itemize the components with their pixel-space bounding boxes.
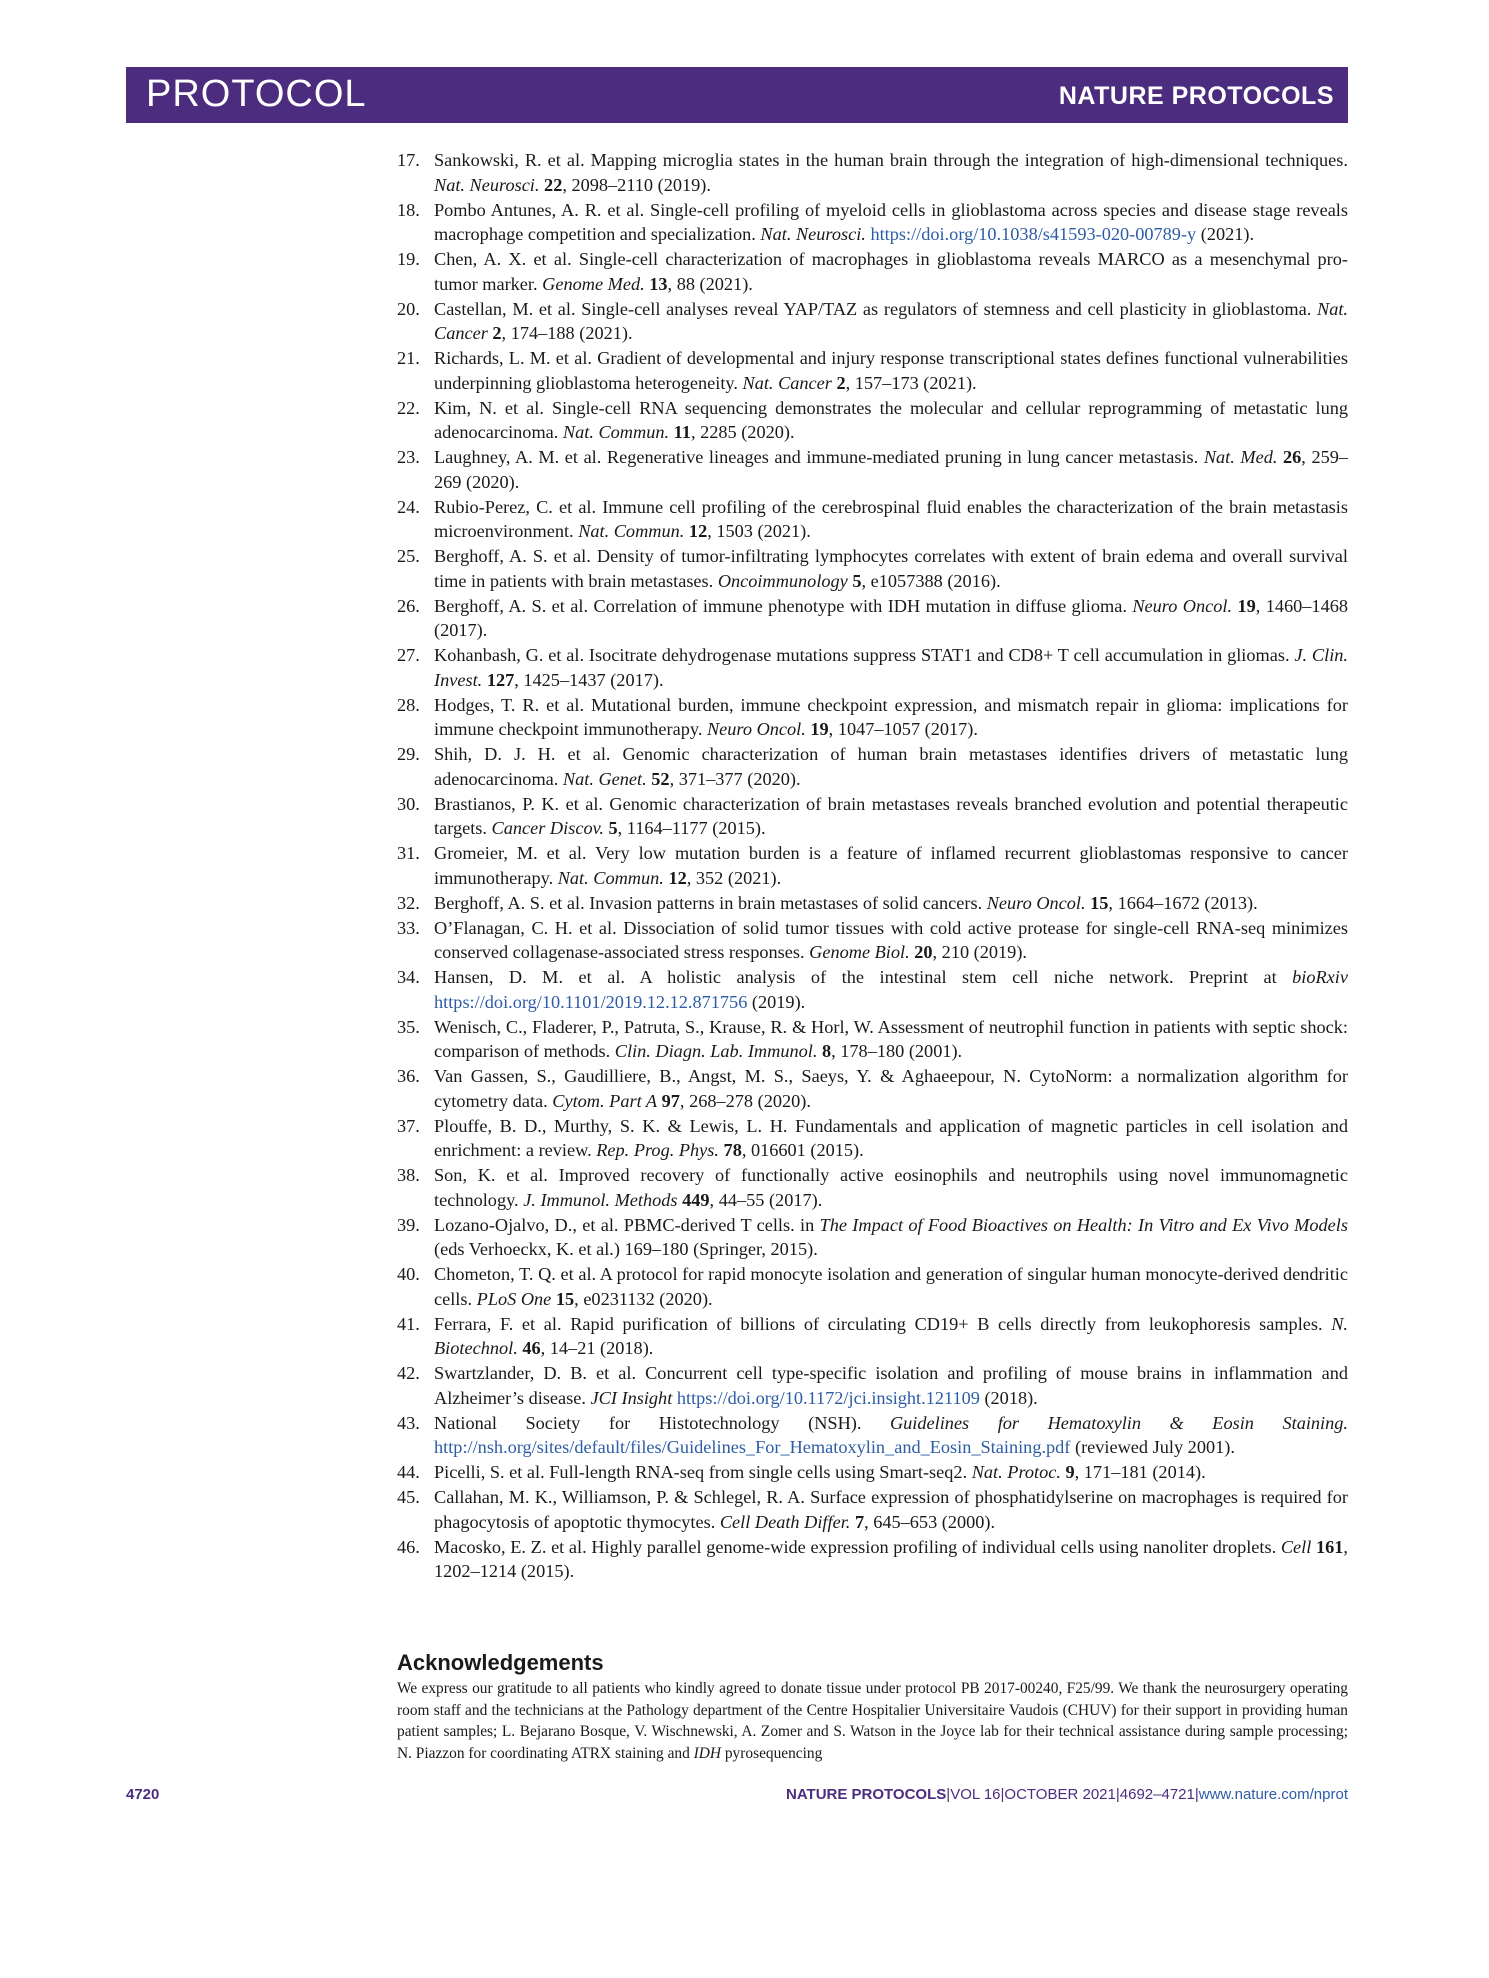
reference-text: , 352 (2021). bbox=[686, 867, 782, 888]
reference-item bbox=[397, 346, 1348, 395]
acknowledgements-text bbox=[397, 1678, 1348, 1764]
reference-link[interactable]: https://doi.org/10.1038/s41593-020-00789-y bbox=[870, 224, 1197, 244]
reference-item bbox=[397, 1535, 1348, 1584]
reference-journal: Nat. Commun. bbox=[578, 521, 685, 541]
reference-text: Richards, L. M. et al. Gradient of developmental and injury response transcriptional states defines functional vulnerabilities underpinning glioblastoma heterogeneity. bbox=[434, 348, 1348, 393]
ack-text-part: pyrosequencing bbox=[721, 1744, 823, 1762]
reference-text: Kim, N. et al. Single-cell RNA sequencing demonstrates the molecular and cellular reprogramming of metastatic lung adenocarcinoma. bbox=[434, 397, 1348, 442]
reference-journal: Genome Biol. bbox=[809, 942, 910, 962]
reference-journal: Cell Death Differ. bbox=[719, 1511, 851, 1532]
reference-text: , 174–188 (2021). bbox=[501, 323, 633, 343]
reference-text: Berghoff, A. S. et al. Invasion patterns in brain metastases of solid cancers. bbox=[434, 892, 987, 913]
reference-journal: Neuro Oncol. bbox=[706, 719, 806, 739]
reference-journal: N. Biotechnol. bbox=[434, 1313, 1348, 1358]
reference-text: Wenisch, C., Fladerer, P., Patruta, S., Krause, R. & Horl, W. Assessment of neutrophil function in patients with septic shock: comparison of methods. bbox=[434, 1016, 1348, 1061]
reference-number: 45. bbox=[397, 1487, 420, 1507]
reference-journal: J. Clin. Invest. bbox=[434, 645, 1348, 690]
reference-text: , 1460–1468 (2017). bbox=[434, 595, 1348, 640]
reference-link[interactable]: http://nsh.org/sites/default/files/Guidelines_For_Hematoxylin_and_Eosin_Staining.pdf bbox=[434, 1437, 1071, 1457]
reference-number: 28. bbox=[397, 694, 420, 715]
page-number: 4720 bbox=[126, 1786, 160, 1803]
reference-volume: 13 bbox=[649, 273, 668, 294]
ack-text-part: We express our gratitude to all patients who kindly agreed to donate tissue under protocol PB 2017-00240, F25/99. We thank the neurosurgery operating room staff and the technicians at the Pathology department of the Centre Hospitalier Universitaire Vaudois (CHUV) for their support in providing human patient samples; L. Bejarano Bosque, V. Wischnewski, A. Zomer and S. Watson in the Joyce lab for their technical assistance during sample processing; N. Piazzon for coordinating ATRX staining and bbox=[397, 1680, 1348, 1762]
reference-volume: 52 bbox=[651, 768, 670, 789]
reference-list bbox=[397, 148, 1348, 1584]
reference-item bbox=[397, 1213, 1348, 1262]
reference-journal: Nat. Neurosci. bbox=[434, 174, 540, 195]
reference-text: Hansen, D. M. et al. A holistic analysis of the intestinal stem cell niche network. Preprint at bbox=[434, 967, 1293, 987]
reference-journal: Cell bbox=[1280, 1536, 1312, 1557]
ack-text-italic: IDH bbox=[693, 1744, 722, 1762]
reference-text: , e0231132 (2020). bbox=[574, 1288, 713, 1309]
reference-volume: 15 bbox=[1090, 892, 1109, 913]
reference-volume: 9 bbox=[1065, 1462, 1075, 1482]
reference-text: Macosko, E. Z. et al. Highly parallel genome-wide expression profiling of individual cells using nanoliter droplets. bbox=[434, 1536, 1281, 1557]
journal-name: NATURE PROTOCOLS bbox=[1058, 82, 1334, 110]
reference-number: 31. bbox=[397, 843, 420, 863]
footer-pages: 4692–4721 bbox=[1119, 1786, 1195, 1803]
reference-text: Kohanbash, G. et al. Isocitrate dehydrogenase mutations suppress STAT1 and CD8+ T cell accumulation in gliomas. bbox=[434, 645, 1295, 665]
reference-volume: 449 bbox=[682, 1189, 710, 1210]
reference-item bbox=[397, 1163, 1348, 1212]
reference-item bbox=[397, 693, 1348, 742]
reference-volume: 127 bbox=[486, 669, 515, 690]
reference-number: 21. bbox=[397, 348, 420, 368]
reference-text: Lozano-Ojalvo, D., et al. PBMC-derived T cells. in bbox=[434, 1214, 820, 1235]
reference-item bbox=[397, 965, 1348, 1014]
reference-text: Castellan, M. et al. Single-cell analyses reveal YAP/TAZ as regulators of stemness and cell plasticity in glioblastoma. bbox=[434, 298, 1318, 319]
reference-text: (eds Verhoeckx, K. et al.) 169–180 (Springer, 2015). bbox=[434, 1239, 818, 1259]
reference-number: 24. bbox=[397, 496, 420, 517]
reference-text: (2021). bbox=[1196, 224, 1255, 244]
reference-text: Swartzlander, D. B. et al. Concurrent cell type-specific isolation and profiling of mouse brains in inflammation and Alzheimer’s disease. bbox=[434, 1363, 1348, 1408]
reference-text: Laughney, A. M. et al. Regenerative lineages and immune-mediated pruning in lung cancer metastasis. bbox=[434, 447, 1204, 467]
reference-item bbox=[397, 198, 1348, 247]
reference-number: 46. bbox=[397, 1536, 420, 1557]
reference-text: , 1664–1672 (2013). bbox=[1108, 892, 1258, 913]
reference-journal: Cancer Discov. bbox=[491, 818, 604, 838]
reference-text: , 210 (2019). bbox=[932, 942, 1027, 962]
reference-number: 44. bbox=[397, 1462, 420, 1482]
reference-journal: Nat. Genet. bbox=[562, 768, 647, 789]
reference-item bbox=[397, 396, 1348, 445]
reference-text: Chen, A. X. et al. Single-cell characterization of macrophages in glioblastoma reveals MARCO as a mesenchymal pro-tumor marker. bbox=[434, 249, 1348, 294]
footer-date: OCTOBER 2021 bbox=[1004, 1786, 1116, 1803]
reference-number: 25. bbox=[397, 546, 420, 566]
reference-journal: The Impact of Food Bioactives on Health: In Vitro and Ex Vivo Models bbox=[819, 1214, 1348, 1235]
reference-journal: Nat. Med. bbox=[1203, 447, 1278, 467]
reference-number: 20. bbox=[397, 298, 420, 319]
reference-number: 33. bbox=[397, 917, 420, 938]
reference-text: , 2285 (2020). bbox=[690, 422, 795, 442]
reference-item bbox=[397, 297, 1348, 346]
reference-text: , e1057388 (2016). bbox=[861, 570, 1001, 591]
reference-item bbox=[397, 1485, 1348, 1534]
reference-journal: J. Immunol. Methods bbox=[523, 1189, 678, 1210]
reference-journal: Oncoimmunology bbox=[717, 570, 848, 591]
reference-number: 35. bbox=[397, 1016, 420, 1037]
page-header-bar bbox=[126, 67, 1348, 123]
reference-number: 42. bbox=[397, 1363, 420, 1383]
reference-text: , 1164–1177 (2015). bbox=[617, 818, 766, 838]
reference-text: , 1425–1437 (2017). bbox=[514, 669, 664, 690]
reference-text: , 268–278 (2020). bbox=[679, 1090, 811, 1111]
reference-text: National Society for Histotechnology (NSH). bbox=[434, 1412, 890, 1433]
reference-text: Chometon, T. Q. et al. A protocol for rapid monocyte isolation and generation of singular human monocyte-derived dendritic cells. bbox=[434, 1264, 1348, 1309]
reference-item bbox=[397, 594, 1348, 643]
reference-text: , 178–180 (2001). bbox=[831, 1041, 963, 1061]
reference-volume: 15 bbox=[555, 1288, 575, 1309]
footer-citation bbox=[786, 1786, 1348, 1803]
reference-text: Hodges, T. R. et al. Mutational burden, immune checkpoint expression, and mismatch repair in glioma: implications for immune checkpoint immunotherapy. bbox=[434, 694, 1348, 739]
reference-journal: Neuro Oncol. bbox=[986, 892, 1086, 913]
footer-separator: | bbox=[1194, 1786, 1199, 1803]
reference-text: Ferrara, F. et al. Rapid purification of billions of circulating CD19+ B cells directly from leukophoresis samples. bbox=[434, 1313, 1332, 1334]
reference-item bbox=[397, 148, 1348, 197]
footer-journal: NATURE PROTOCOLS bbox=[785, 1786, 947, 1803]
footer-separator: | bbox=[946, 1786, 951, 1803]
reference-link[interactable]: https://doi.org/10.1101/2019.12.12.871756 bbox=[434, 991, 748, 1012]
reference-volume: 12 bbox=[688, 521, 708, 541]
reference-text: Shih, D. J. H. et al. Genomic characterization of human brain metastases identifies drivers of metastatic lung adenocarcinoma. bbox=[434, 744, 1348, 789]
reference-item bbox=[397, 841, 1348, 890]
reference-journal: bioRxiv bbox=[1292, 967, 1348, 987]
reference-text: , 1202–1214 (2015). bbox=[434, 1536, 1348, 1581]
reference-text: Brastianos, P. K. et al. Genomic characterization of brain metastases reveals branched evolution and potential therapeutic targets. bbox=[434, 793, 1348, 838]
reference-text: , 259–269 (2020). bbox=[434, 447, 1349, 492]
reference-number: 29. bbox=[397, 744, 420, 764]
reference-number: 19. bbox=[397, 249, 420, 269]
reference-text: , 645–653 (2000). bbox=[864, 1511, 996, 1532]
acknowledgements-heading: Acknowledgements bbox=[397, 1650, 604, 1675]
reference-text: Rubio-Perez, C. et al. Immune cell profiling of the cerebrospinal fluid enables the characterization of the brain metastasis microenvironment. bbox=[434, 496, 1348, 541]
reference-item bbox=[397, 1262, 1348, 1311]
reference-text: Plouffe, B. D., Murthy, S. K. & Lewis, L. H. Fundamentals and application of magnetic particles in cell isolation and enrichment: a review. bbox=[434, 1115, 1348, 1160]
reference-journal: Nat. Commun. bbox=[562, 422, 670, 442]
reference-number: 41. bbox=[397, 1313, 420, 1334]
reference-text: , 2098–2110 (2019). bbox=[562, 174, 711, 195]
reference-item bbox=[397, 643, 1348, 692]
reference-item bbox=[397, 544, 1348, 593]
reference-journal: Nat. Neurosci. bbox=[760, 224, 866, 244]
reference-volume: 19 bbox=[1237, 595, 1256, 616]
reference-volume: 161 bbox=[1316, 1536, 1344, 1557]
reference-number: 36. bbox=[397, 1066, 420, 1086]
reference-volume: 8 bbox=[821, 1041, 832, 1061]
reference-number: 43. bbox=[397, 1412, 420, 1433]
reference-item bbox=[397, 247, 1348, 296]
footer-url-link[interactable]: www.nature.com/nprot bbox=[1198, 1786, 1348, 1803]
reference-volume: 11 bbox=[673, 422, 691, 442]
reference-link[interactable]: https://doi.org/10.1172/jci.insight.121109 bbox=[676, 1387, 980, 1408]
reference-number: 40. bbox=[397, 1264, 420, 1284]
reference-volume: 5 bbox=[852, 570, 862, 591]
reference-volume: 46 bbox=[522, 1338, 541, 1358]
reference-number: 23. bbox=[397, 447, 420, 467]
reference-text: Berghoff, A. S. et al. Density of tumor-infiltrating lymphocytes correlates with extent of brain edema and overall survival time in patients with brain metastases. bbox=[434, 546, 1348, 591]
reference-journal: PLoS One bbox=[476, 1288, 552, 1309]
reference-item bbox=[397, 1015, 1348, 1064]
reference-text: Sankowski, R. et al. Mapping microglia states in the human brain through the integration of high-dimensional techniques. bbox=[434, 150, 1348, 170]
reference-text: Son, K. et al. Improved recovery of functionally active eosinophils and neutrophils using novel immunomagnetic technology. bbox=[434, 1165, 1348, 1210]
reference-item bbox=[397, 1114, 1348, 1163]
reference-journal: Genome Med. bbox=[542, 273, 645, 294]
reference-journal: Nat. Protoc. bbox=[971, 1462, 1061, 1482]
reference-number: 27. bbox=[397, 645, 420, 665]
reference-text: , 371–377 (2020). bbox=[669, 768, 801, 789]
reference-journal: Nat. Commun. bbox=[557, 867, 664, 888]
reference-text: , 14–21 (2018). bbox=[540, 1338, 654, 1358]
reference-number: 30. bbox=[397, 793, 420, 814]
reference-text: , 171–181 (2014). bbox=[1074, 1462, 1206, 1482]
footer-separator: | bbox=[1115, 1786, 1120, 1803]
reference-text: , 1503 (2021). bbox=[707, 521, 811, 541]
reference-number: 34. bbox=[397, 967, 420, 987]
reference-text: Callahan, M. K., Williamson, P. & Schlegel, R. A. Surface expression of phosphatidylserine on macrophages is required for phagocytosis of apoptotic thymocytes. bbox=[434, 1487, 1348, 1532]
reference-text: , 157–173 (2021). bbox=[845, 372, 977, 393]
reference-journal: Neuro Oncol. bbox=[1132, 595, 1233, 616]
reference-item bbox=[397, 916, 1348, 965]
reference-volume: 12 bbox=[668, 867, 687, 888]
reference-item bbox=[397, 1460, 1348, 1485]
reference-text: , 88 (2021). bbox=[667, 273, 753, 294]
reference-text: (2019). bbox=[747, 991, 806, 1012]
reference-number: 17. bbox=[397, 150, 420, 170]
reference-journal: Nat. Cancer bbox=[742, 372, 832, 393]
reference-text: (2018). bbox=[979, 1387, 1038, 1408]
reference-volume: 97 bbox=[661, 1090, 680, 1111]
reference-journal: Nat. Cancer bbox=[434, 298, 1348, 343]
reference-item bbox=[397, 891, 1348, 916]
reference-journal: JCI Insight bbox=[590, 1387, 673, 1408]
reference-volume: 22 bbox=[544, 174, 563, 195]
reference-text: Berghoff, A. S. et al. Correlation of immune phenotype with IDH mutation in diffuse glioma. bbox=[434, 595, 1133, 616]
reference-number: 38. bbox=[397, 1165, 420, 1185]
reference-item bbox=[397, 1361, 1348, 1410]
reference-number: 18. bbox=[397, 199, 420, 220]
reference-text: , 016601 (2015). bbox=[741, 1140, 864, 1160]
reference-volume: 7 bbox=[854, 1511, 865, 1532]
reference-journal: Rep. Prog. Phys. bbox=[596, 1140, 719, 1160]
reference-item bbox=[397, 1312, 1348, 1361]
reference-item bbox=[397, 742, 1348, 791]
reference-volume: 78 bbox=[723, 1140, 742, 1160]
reference-text: (reviewed July 2001). bbox=[1070, 1437, 1235, 1457]
reference-volume: 19 bbox=[810, 719, 829, 739]
reference-text: , 1047–1057 (2017). bbox=[828, 719, 978, 739]
reference-number: 26. bbox=[397, 595, 420, 616]
footer-separator: | bbox=[1000, 1786, 1005, 1803]
reference-text: Picelli, S. et al. Full-length RNA-seq from single cells using Smart-seq2. bbox=[434, 1462, 972, 1482]
reference-number: 32. bbox=[397, 892, 420, 913]
reference-item bbox=[397, 792, 1348, 841]
section-label: PROTOCOL bbox=[146, 73, 367, 115]
reference-item bbox=[397, 1411, 1348, 1460]
reference-number: 22. bbox=[397, 397, 420, 418]
reference-number: 37. bbox=[397, 1115, 420, 1136]
reference-journal: Clin. Diagn. Lab. Immunol. bbox=[614, 1041, 818, 1061]
reference-journal: Cytom. Part A bbox=[552, 1090, 658, 1111]
reference-item bbox=[397, 1064, 1348, 1113]
reference-journal: Guidelines for Hematoxylin & Eosin Staining. bbox=[889, 1412, 1348, 1433]
reference-volume: 2 bbox=[492, 323, 502, 343]
reference-text: O’Flanagan, C. H. et al. Dissociation of solid tumor tissues with cold active protease for single-cell RNA-seq minimizes conserved collagenase-associated stress responses. bbox=[434, 917, 1348, 962]
reference-volume: 5 bbox=[608, 818, 618, 838]
reference-text: , 44–55 (2017). bbox=[709, 1189, 823, 1210]
reference-volume: 2 bbox=[836, 372, 846, 393]
reference-item bbox=[397, 495, 1348, 544]
reference-text: Van Gassen, S., Gaudilliere, B., Angst, M. S., Saeys, Y. & Aghaeepour, N. CytoNorm: a normalization algorithm for cytometry data. bbox=[434, 1066, 1348, 1111]
footer-volume: VOL 16 bbox=[950, 1786, 1001, 1803]
reference-text: Gromeier, M. et al. Very low mutation burden is a feature of inflamed recurrent glioblastomas responsive to cancer immunotherapy. bbox=[434, 843, 1348, 888]
reference-volume: 26 bbox=[1283, 447, 1302, 467]
reference-item bbox=[397, 445, 1348, 494]
reference-number: 39. bbox=[397, 1214, 420, 1235]
reference-volume: 20 bbox=[914, 942, 933, 962]
reference-text: Pombo Antunes, A. R. et al. Single-cell profiling of myeloid cells in glioblastoma across species and disease stage reveals macrophage competition and specialization. bbox=[434, 199, 1348, 244]
